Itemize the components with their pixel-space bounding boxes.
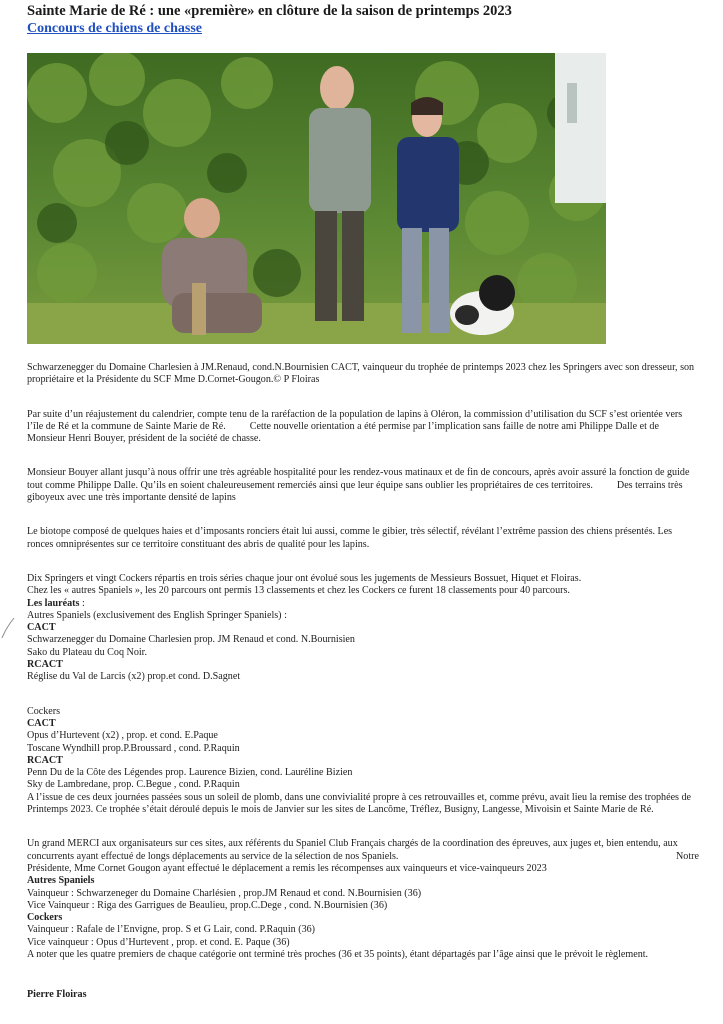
note-paragraph: A noter que les quatre premiers de chaque catégorie ont terminé très proches (36 et 35 points), étant départagés par l’âge ainsi que le prévoit le règlement.	[27, 948, 649, 960]
paragraph-2	[27, 467, 699, 504]
autres-cact-heading: CACT	[27, 622, 56, 634]
laureats-heading-line	[27, 598, 699, 610]
author-signature: Pierre Floiras	[27, 989, 87, 1000]
article-title: Sainte Marie de Ré : une «première» en clôture de la saison de printemps 2023	[27, 3, 512, 19]
paragraph-1-b: Cette nouvelle orientation a été permise par l’implication sans faille de notre ami Philippe Dalle et de Monsieur Henri Bouyer, président de la société de chasse.	[27, 420, 659, 445]
winners-autres-vainqueur: Vainqueur : Schwarzeneger du Domaine Charlésien , prop.JM Renaud et cond. N.Bournisien (36)	[27, 887, 422, 899]
thanks-text: Un grand MERCI aux organisateurs sur ces sites, aux référents du Spaniel Club Français chargés de la coordination des épreuves, aux juges et, bien entendu, aux concurrents ayant effectué de longs déplacements au service de la sélection de nos Spaniels.	[27, 838, 678, 862]
autres-cact-2: Sako du Plateau du Coq Noir.	[27, 646, 147, 658]
paragraph-4-a: Dix Springers et vingt Cockers répartis en trois séries chaque jour ont évolué sous les jugements de Messieurs Bossuet, Hiquet et Floiras.	[27, 572, 582, 584]
article-body	[27, 362, 699, 961]
autres-intro: Autres Spaniels (exclusivement des English Springer Spaniels) :	[27, 609, 287, 621]
cockers-rcact-heading: RCACT	[27, 754, 63, 766]
cockers-heading: Cockers	[27, 705, 61, 717]
people-with-dog-photo	[27, 53, 606, 344]
autres-rcact-heading: RCACT	[27, 659, 63, 671]
thanks-paragraph	[27, 838, 699, 875]
cockers-cact-2: Toscane Wyndhill prop.P.Broussard , cond. P.Raquin	[27, 742, 240, 754]
winners-cockers-vice: Vice vainqueur : Opus d’Hurtevent , prop. et cond. E. Paque (36)	[27, 936, 290, 948]
thanks-rest: Présidente, Mme Cornet Gougon ayant effectué le déplacement a remis les récompenses aux vainqueurs et vice-vainqueurs 2023	[27, 862, 547, 874]
winners-autres-vice: Vice Vainqueur : Riga des Garrigues de Beaulieu, prop.C.Dege , cond. N.Bournisien (36)	[27, 899, 388, 911]
paragraph-4-b: Chez les « autres Spaniels », les 20 parcours ont permis 13 classements et chez les Cockers ce furent 18 classements pour 40 parcours.	[27, 585, 570, 597]
cockers-cact-1: Opus d’Hurtevent (x2) , prop. et cond. E.Paque	[27, 730, 218, 742]
photo-illustration	[27, 53, 606, 344]
cockers-rcact-2: Sky de Lambredane, prop. C.Begue , cond. P.Raquin	[27, 779, 240, 791]
trophy-paragraph: A l’issue de ces deux journées passées sous un soleil de plomb, dans une convivialité propre à ces retrouvailles et, comme prévu, avait lieu la remise des trophées de Printemps 2023. Ce trophée s’était déroulé depuis le mois de Janvier sur les sites de Lancôme, Tréflez, Busigny, Langesse, Mivoisin et Sainte Marie de Ré.	[27, 791, 692, 816]
autres-cact-1: Schwarzenegger du Domaine Charlesien prop. JM Renaud et cond. N.Bournisien	[27, 634, 355, 646]
laureats-colon: :	[79, 597, 85, 609]
photo-caption: Schwarzenegger du Domaine Charlesien à JM.Renaud, cond.N.Bournisien CACT, vainqueur du trophée de printemps 2023 chez les Springers avec son dresseur, son propriétaire et la Présidente du SCF Mme D.Cornet-Gougon.© P Floiras	[27, 362, 695, 386]
winners-autres-heading: Autres Spaniels	[27, 875, 95, 887]
autres-rcact-1: Réglise du Val de Larcis (x2) prop.et cond. D.Sagnet	[27, 671, 241, 683]
paragraph-2-a: Monsieur Bouyer allant jusqu’à nous offrir une très agréable hospitalité pour les rendez-vous matinaux et de fin de concours, après avoir assuré la fonction de guide tout comme Philippe Dalle. Qu’ils en soient chaleureusement remerciés ainsi que leur équipe sans oublier les propriétaires de ces territoires.	[27, 467, 690, 491]
margin-mark	[0, 610, 18, 640]
thanks-notre: Notre	[676, 850, 699, 862]
article-subtitle[interactable]: Concours de chiens de chasse	[27, 21, 203, 36]
laureats-heading: Les lauréats	[27, 597, 80, 609]
cockers-cact-heading: CACT	[27, 717, 56, 729]
paragraph-1	[27, 409, 699, 446]
paragraph-1-a: Par suite d’un réajustement du calendrier, compte tenu de la raréfaction de la population de lapins à Oléron, la commission d’utilisation du SCF s’est orientée vers l’île de Ré et la commune de Sainte Marie de Ré.	[27, 408, 683, 432]
paragraph-2-b: Des terrains très giboyeux avec une très importante densité de lapins	[27, 479, 683, 504]
winners-cockers-vainqueur: Vainqueur : Rafale de l’Envigne, prop. S et G Lair, cond. P.Raquin (36)	[27, 924, 316, 936]
winners-cockers-heading: Cockers	[27, 912, 63, 924]
paragraph-3: Le biotope composé de quelques haies et d’imposants ronciers était lui aussi, comme le gibier, très sélectif, révélant l’extrême passion des chiens présentés. Les ronces omniprésentes sur ce territoire constituant des abris de qualité pour les lapins.	[27, 526, 673, 550]
cockers-rcact-1: Penn Du de la Côte des Légendes prop. Laurence Bizien, cond. Lauréline Bizien	[27, 767, 353, 779]
